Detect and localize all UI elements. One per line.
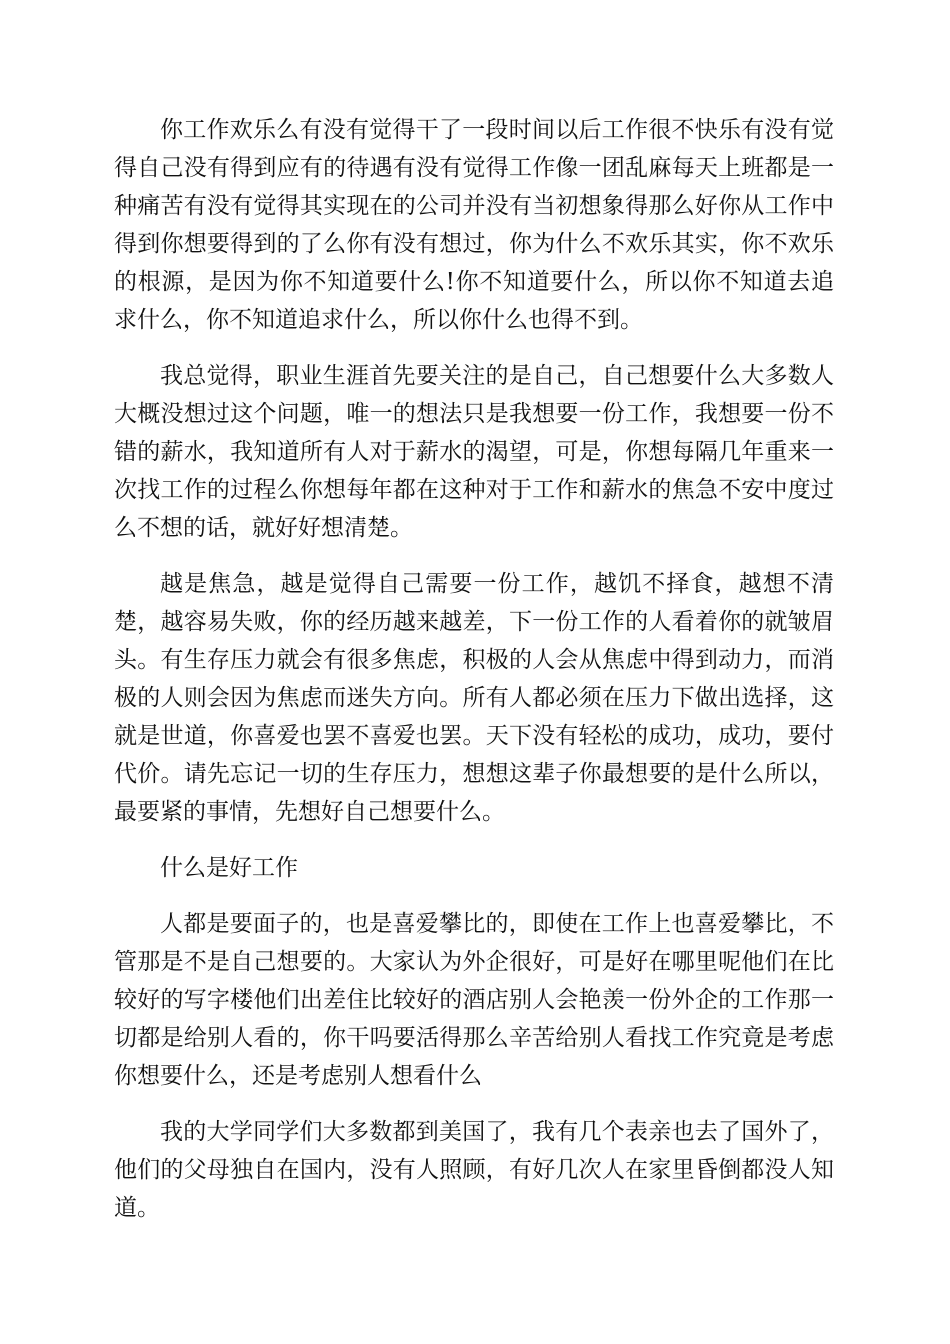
section-heading: 什么是好工作: [160, 855, 298, 881]
paragraph-5: 我的大学同学们大多数都到美国了，我有几个表亲也去了国外了，他们的父母独自在国内，没有人照顾，有好几次人在家里昏倒都没人知道。: [114, 1119, 834, 1221]
paragraph-1: 你工作欢乐么有没有觉得干了一段时间以后工作很不快乐有没有觉得自己没有得到应有的待遇有没有觉得工作像一团乱麻每天上班都是一种痛苦有没有觉得其实现在的公司并没有当初想象得那么好你从工作中得到你想要得到的了么你有没有想过，你为什么不欢乐其实，你不欢乐的根源，是因为你不知道要什么!你不知道要什么，所以你不知道去追求什么，你不知道追求什么，所以你什么也得不到。: [114, 117, 834, 333]
paragraph-4: 人都是要面子的，也是喜爱攀比的，即使在工作上也喜爱攀比，不管那是不是自己想要的。大家认为外企很好，可是好在哪里呢他们在比较好的写字楼他们出差住比较好的酒店别人会艳羡一份外企的工作那一切都是给别人看的，你干吗要活得那么辛苦给别人看找工作究竟是考虑你想要什么，还是考虑别人想看什么: [114, 911, 834, 1089]
paragraph-2: 我总觉得，职业生涯首先要关注的是自己，自己想要什么大多数人大概没想过这个问题，唯一的想法只是我想要一份工作，我想要一份不错的薪水，我知道所有人对于薪水的渴望，可是，你想每隔几年重来一次找工作的过程么你想每年都在这种对于工作和薪水的焦急不安中度过么不想的话，就好好想清楚。: [114, 363, 834, 541]
paragraph-3: 越是焦急，越是觉得自己需要一份工作，越饥不择食，越想不清楚，越容易失败，你的经历越来越差，下一份工作的人看着你的就皱眉头。有生存压力就会有很多焦虑，积极的人会从焦虑中得到动力，而消极的人则会因为焦虑而迷失方向。所有人都必须在压力下做出选择，这就是世道，你喜爱也罢不喜爱也罢。天下没有轻松的成功，成功，要付代价。请先忘记一切的生存压力，想想这辈子你最想要的是什么所以，最要紧的事情，先想好自己想要什么。: [114, 571, 834, 825]
document-page: [114, 111, 834, 1245]
